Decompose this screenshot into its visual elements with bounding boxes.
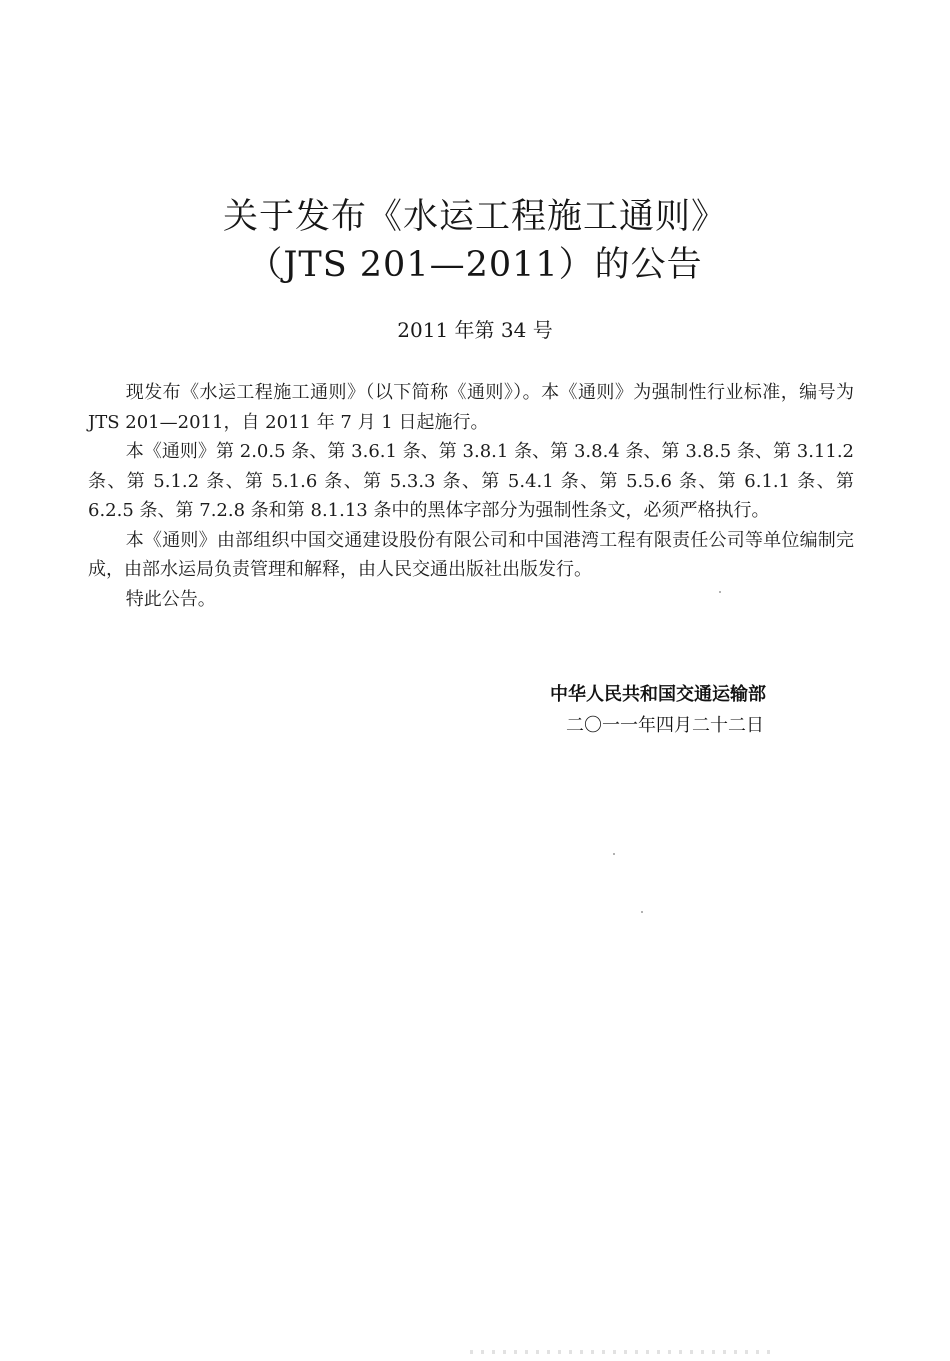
announcement-title-line-2: （JTS 201—2011）的公告 bbox=[247, 245, 703, 285]
issue-date: 二〇一一年四月二十二日 bbox=[566, 715, 764, 736]
issuing-organization: 中华人民共和国交通运输部 bbox=[550, 684, 766, 705]
document-number: 2011 年第 34 号 bbox=[397, 318, 553, 342]
announcement-body bbox=[88, 378, 854, 614]
paragraph-compilation: 本《通则》由部组织中国交通建设股份有限公司和中国港湾工程有限责任公司等单位编制完成，由部水运局负责管理和解释，由人民交通出版社出版发行。 bbox=[88, 529, 854, 580]
scan-edge-noise bbox=[470, 1350, 770, 1354]
scan-speck bbox=[719, 591, 721, 593]
scan-speck bbox=[613, 853, 615, 855]
paragraph-publication: 现发布《水运工程施工通则》（以下简称《通则》）。本《通则》为强制性行业标准，编号为 JTS 201—2011，自 2011 年 7 月 1 日起施行。 bbox=[88, 382, 854, 433]
paragraph-mandatory-clauses: 本《通则》第 2.0.5 条、第 3.6.1 条、第 3.8.1 条、第 3.8.4 条、第 3.8.5 条、第 3.11.2 条、第 5.1.2 条、第 5.1.6 条、第 5.3.3 条、第 5.4.1 条、第 5.5.6 条、第 6.1.1 条、第 6.2.5 条、第 7.2.8 条和第 8.1.13 条中的黑体字部分为强制性条文，必须严格执行。 bbox=[88, 441, 854, 521]
announcement-title-line-1: 关于发布《水运工程施工通则》 bbox=[222, 197, 727, 237]
scan-speck bbox=[641, 911, 643, 913]
paragraph-closing: 特此公告。 bbox=[125, 588, 216, 610]
